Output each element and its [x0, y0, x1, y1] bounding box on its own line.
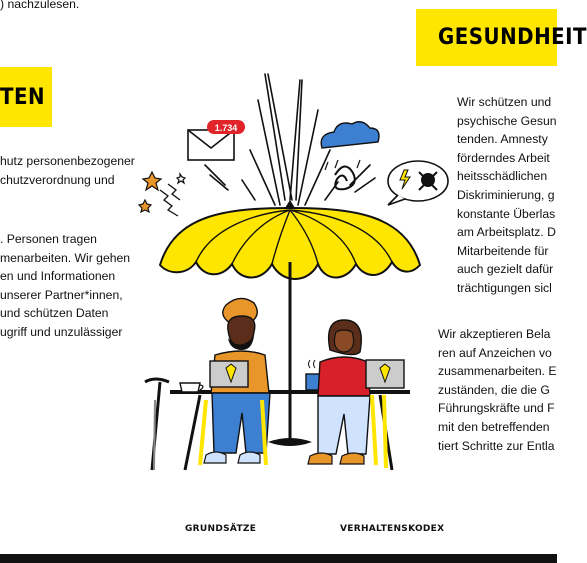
section-label-gesundheit: GESUNDHEIT [416, 9, 557, 66]
right-paragraph-1: Wir schützen und psychische Gesun tenden. Amnesty förderndes Arbeit heitsschädlichen Diskriminierung, g konstante Überlas am Arbeitsplatz. D Mitarbeitende für auch gezielt dafür trächtigungen sicl [457, 95, 557, 295]
mail-count-badge: 1.734 [214, 123, 238, 133]
person-turban [204, 298, 270, 463]
envelope-icon [188, 120, 245, 160]
footer-link-grundsaetze[interactable]: GRUNDSÄTZE [185, 524, 257, 534]
footer-link-verhaltenskodex[interactable]: VERHALTENSKODEX [340, 524, 445, 534]
bottom-bar [0, 554, 557, 563]
storm-cloud-icon [321, 122, 379, 190]
top-text-fragment: ) nachzulesen. [0, 0, 80, 11]
section-label-left: TEN [0, 67, 52, 127]
left-paragraph-2: . Personen tragen menarbeiten. Wir gehen en und Informationen unserer Partner*innen, und schützen Daten ugriff und unzulässiger [0, 232, 131, 339]
right-paragraph-2: Wir akzeptieren Bela ren auf Anzeichen vo zusammenarbeiten. E zuständen, die die G Führungskräfte und F mit den betreffenden tiert Schritte zur Entla [438, 327, 557, 453]
left-paragraph-1: hutz personenbezogener chutzverordnung und [0, 154, 135, 187]
angry-speech-bubble-icon [388, 161, 448, 205]
